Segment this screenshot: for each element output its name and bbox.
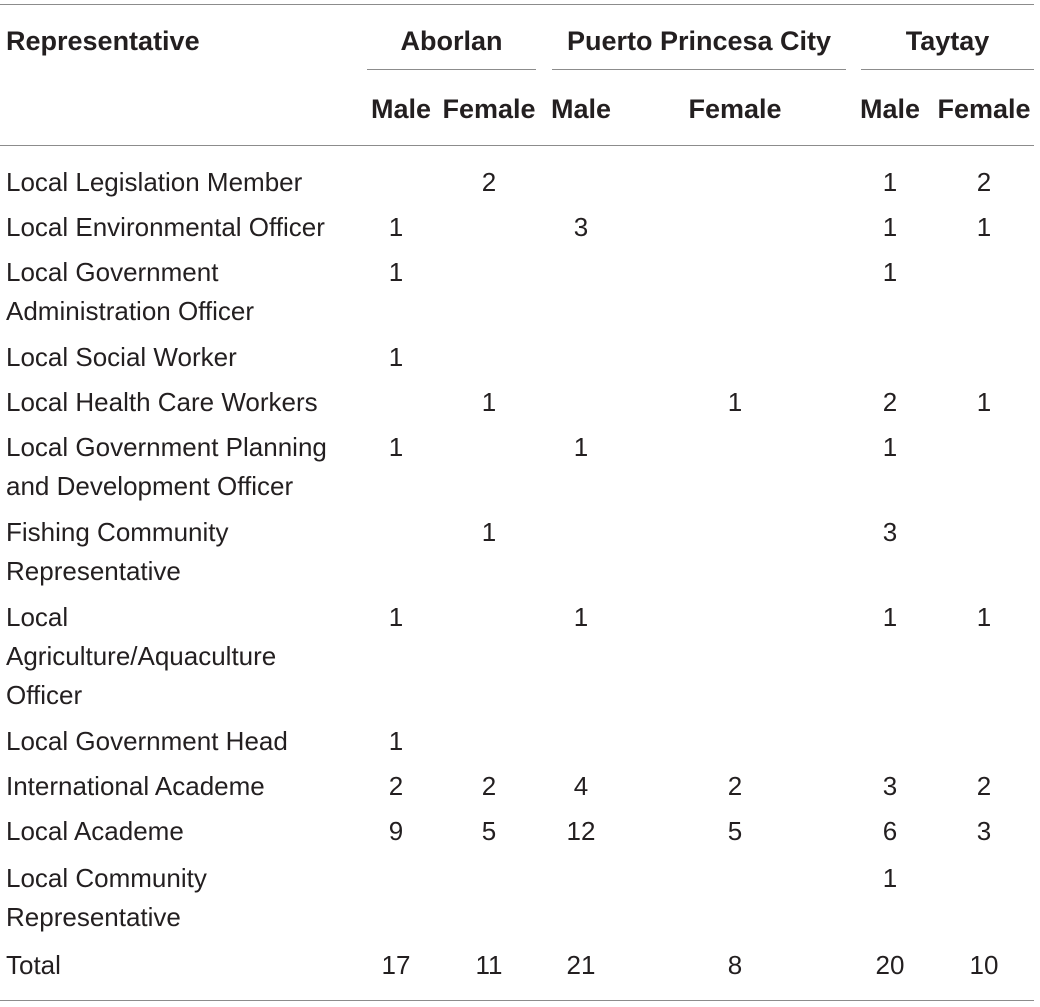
table-cell: 3	[882, 517, 898, 547]
table-cell: 1	[882, 863, 898, 893]
row-label: Fishing Community	[6, 517, 229, 547]
row-label: and Development Officer	[6, 471, 294, 501]
table-cell: 1	[481, 517, 497, 547]
table-cell: 1	[882, 602, 898, 632]
subheader-male: Male	[370, 94, 432, 124]
table-cell: 3	[882, 771, 898, 801]
table-cell: 1	[976, 387, 992, 417]
table-cell: 2	[882, 387, 898, 417]
table-cell: 1	[727, 387, 743, 417]
table-cell: 2	[976, 771, 992, 801]
table-cell: 8	[727, 950, 743, 980]
subheader-male: Male	[550, 94, 612, 124]
table-cell: 2	[727, 771, 743, 801]
bottom-rule	[0, 1000, 1034, 1001]
group-header-taytay: Taytay	[905, 26, 990, 56]
row-label: Agriculture/Aquaculture	[6, 641, 277, 671]
table-cell: 5	[481, 816, 497, 846]
row-label: Total	[6, 950, 61, 980]
table-cell: 12	[566, 816, 596, 846]
top-rule	[0, 4, 1034, 5]
group-header-puerto-princesa-city: Puerto Princesa City	[566, 26, 832, 56]
table-cell: 2	[388, 771, 404, 801]
table-cell: 1	[573, 602, 589, 632]
row-label: Officer	[6, 680, 83, 710]
row-label: Local Government	[6, 257, 219, 287]
table-cell: 1	[976, 602, 992, 632]
table-cell: 6	[882, 816, 898, 846]
table-cell: 2	[481, 167, 497, 197]
table-cell: 1	[481, 387, 497, 417]
header-rule	[0, 145, 1034, 146]
table-cell: 3	[573, 212, 589, 242]
row-label: Local Academe	[6, 816, 184, 846]
table-cell: 1	[573, 432, 589, 462]
subheader-female: Female	[688, 94, 782, 124]
row-label: Local Community	[6, 863, 207, 893]
table-cell: 4	[573, 771, 589, 801]
table-cell: 1	[882, 432, 898, 462]
table-cell: 2	[976, 167, 992, 197]
group-underline-puerto-princesa	[552, 69, 846, 70]
table-cell: 1	[388, 602, 404, 632]
row-label: Representative	[6, 902, 181, 932]
subheader-female: Female	[442, 94, 536, 124]
row-label: Local Government Planning	[6, 432, 327, 462]
table-cell: 1	[388, 342, 404, 372]
table-cell: 11	[475, 950, 503, 980]
row-label: Administration Officer	[6, 296, 255, 326]
column-header-representative: Representative	[6, 26, 200, 56]
table-cell: 1	[388, 726, 404, 756]
table-cell: 1	[882, 212, 898, 242]
group-underline-aborlan	[367, 69, 536, 70]
subheader-male: Male	[859, 94, 921, 124]
table-cell: 5	[727, 816, 743, 846]
group-header-aborlan: Aborlan	[400, 26, 503, 56]
table-cell: 17	[381, 950, 411, 980]
table-cell: 1	[882, 167, 898, 197]
subheader-female: Female	[937, 94, 1031, 124]
row-label: Local Social Worker	[6, 342, 237, 372]
table-cell: 9	[388, 816, 404, 846]
table-cell: 21	[566, 950, 596, 980]
table-cell: 2	[481, 771, 497, 801]
group-underline-taytay	[861, 69, 1034, 70]
table-cell: 1	[388, 212, 404, 242]
table-cell: 20	[875, 950, 905, 980]
table-cell: 3	[976, 816, 992, 846]
row-label: International Academe	[6, 771, 265, 801]
table-cell: 1	[388, 432, 404, 462]
table-cell: 1	[882, 257, 898, 287]
row-label: Local Government Head	[6, 726, 288, 756]
row-label: Representative	[6, 556, 181, 586]
table-cell: 10	[969, 950, 999, 980]
row-label: Local Environmental Officer	[6, 212, 325, 242]
row-label: Local	[6, 602, 69, 632]
table-cell: 1	[388, 257, 404, 287]
table-cell: 1	[976, 212, 992, 242]
row-label: Local Legislation Member	[6, 167, 303, 197]
row-label: Local Health Care Workers	[6, 387, 318, 417]
